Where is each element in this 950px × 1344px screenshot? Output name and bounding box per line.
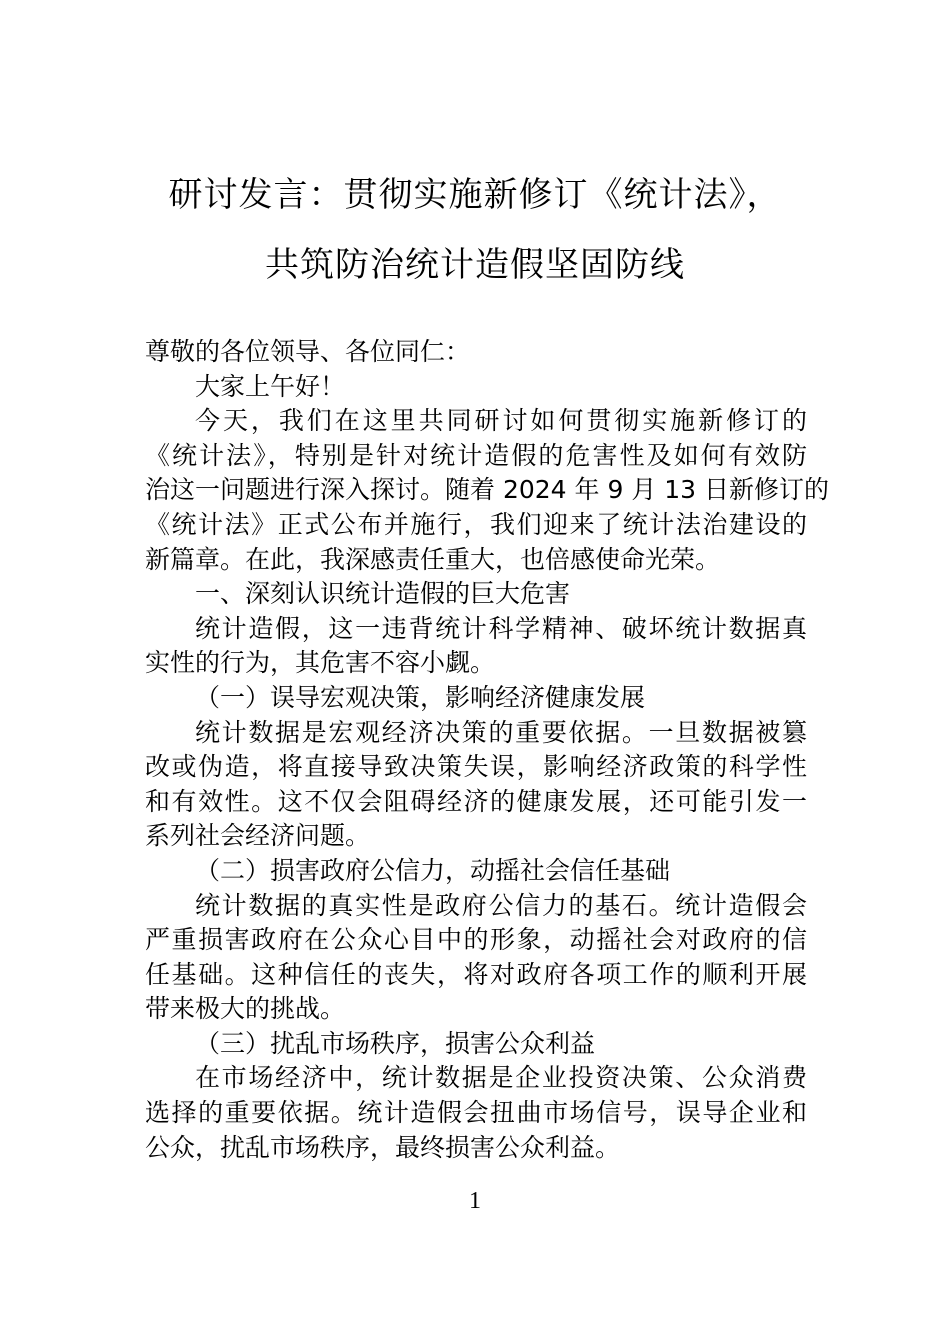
text-line: 带来极大的挑战。 (145, 994, 346, 1024)
document-title-line-1: 研讨发言：贯彻实施新修订《统计法》， (168, 175, 782, 215)
subheading-3 (145, 1027, 807, 1062)
paragraph (145, 889, 807, 1027)
text-line: 统计造假，这一违背统计科学精神、破坏统计数据真 (195, 613, 807, 643)
text-line: 一、深刻认识统计造假的巨大危害 (195, 579, 571, 609)
greeting (145, 370, 807, 405)
text-line: 在市场经济中，统计数据是企业投资决策、公众消费 (195, 1063, 807, 1093)
text-line: 实性的行为，其危害不容小觑。 (145, 648, 496, 678)
text-line: 任基础。这种信任的丧失，将对政府各项工作的顺利开展 (145, 959, 807, 989)
text-line: 严重损害政府在公众心目中的形象，动摇社会对政府的信 (145, 925, 807, 955)
text-line: 大家上午好！ (195, 371, 346, 401)
text-line: 改或伪造，将直接导致决策失误，影响经济政策的科学性 (145, 752, 807, 782)
section-heading-1 (145, 577, 807, 612)
text-line: （三）扰乱市场秩序，损害公众利益 (195, 1028, 596, 1058)
text-line: 治这一问题进行深入探讨。随着 2024 年 9 月 13 日新修订的 (145, 475, 830, 505)
text-line: 统计数据是宏观经济决策的重要依据。一旦数据被篡 (195, 717, 807, 747)
paragraph (145, 612, 807, 681)
text-line: 和有效性。这不仅会阻碍经济的健康发展，还可能引发一 (145, 786, 807, 816)
paragraph (145, 1061, 807, 1165)
text-line: 新篇章。在此，我深感责任重大，也倍感使命光荣。 (145, 544, 721, 574)
text-line: 系列社会经济问题。 (145, 821, 371, 851)
text-line: 选择的重要依据。统计造假会扭曲市场信号，误导企业和 (145, 1098, 807, 1128)
text-line: （一）误导宏观决策，影响经济健康发展 (195, 682, 646, 712)
document-body (145, 335, 830, 1165)
text-line: （二）损害政府公信力，动摇社会信任基础 (195, 855, 671, 885)
text-line: 《统计法》，特别是针对统计造假的危害性及如何有效防 (145, 440, 807, 470)
salutation (145, 335, 807, 370)
text-line: 《统计法》正式公布并施行，我们迎来了统计法治建设的 (145, 509, 807, 539)
text-line: 尊敬的各位领导、各位同仁： (145, 337, 471, 366)
text-line: 今天，我们在这里共同研讨如何贯彻实施新修订的 (195, 406, 807, 436)
page-number: 1 (469, 1188, 481, 1214)
text-line: 统计数据的真实性是政府公信力的基石。统计造假会 (195, 890, 807, 920)
document-title-line-2: 共筑防治统计造假坚固防线 (265, 245, 685, 285)
text-line: 公众，扰乱市场秩序，最终损害公众利益。 (145, 1132, 621, 1162)
subheading-2 (145, 854, 807, 889)
subheading-1 (145, 681, 807, 716)
paragraph (145, 716, 807, 854)
paragraph-intro (145, 404, 830, 577)
